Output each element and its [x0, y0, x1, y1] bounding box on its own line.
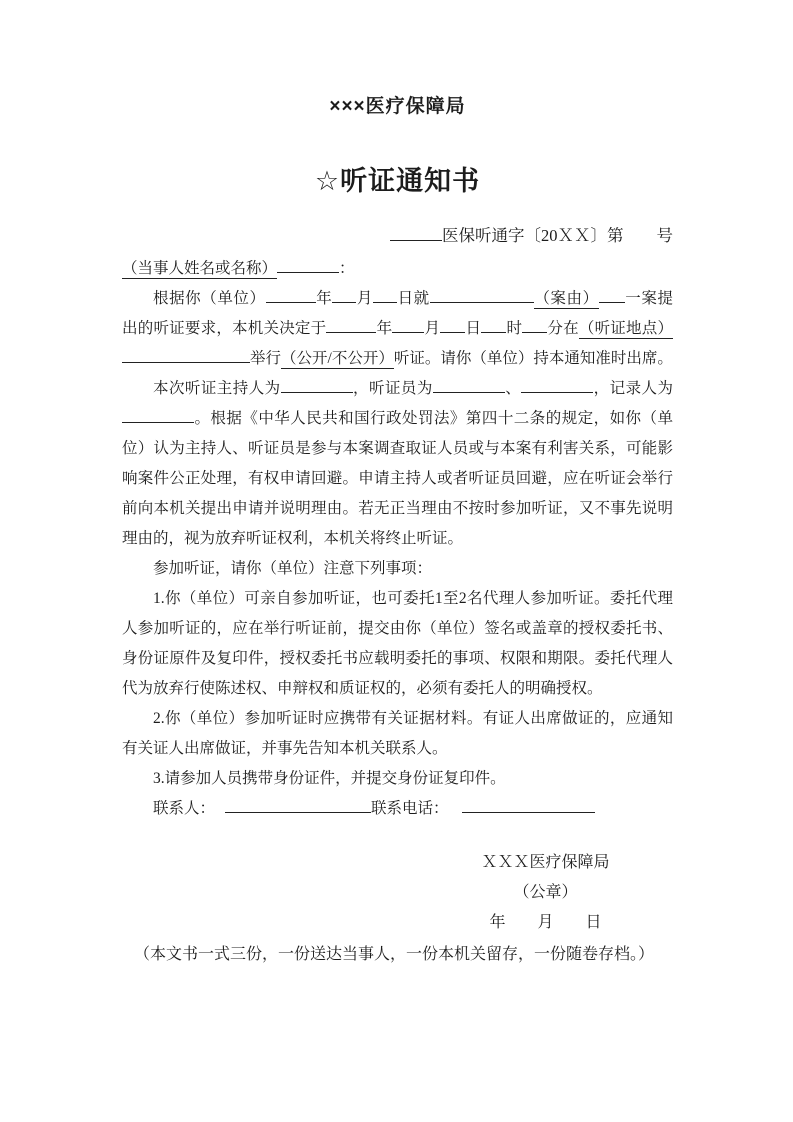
blank-field: [481, 319, 506, 333]
text-run: ，听证员为: [352, 380, 433, 397]
notice-item-3: [122, 764, 673, 794]
blank-field: [522, 319, 547, 333]
text-run: 联系电话：: [371, 800, 449, 817]
blank-field: [430, 289, 534, 303]
blank-field: [277, 259, 339, 273]
salutation-line: [122, 254, 673, 284]
blank-field: [373, 289, 397, 303]
document-body: [122, 254, 673, 824]
text-run: 年: [376, 320, 393, 337]
paragraph-panel-and-recusal: [122, 374, 673, 554]
text-run: 参加听证，请你（单位）注意下列事项：: [153, 560, 433, 577]
document-title: [122, 164, 673, 198]
spacer: [215, 812, 225, 813]
contact-line: [122, 794, 673, 824]
signature-line-1: ＸＸＸ医疗保障局: [481, 854, 610, 871]
text-run: 3.请参加人员携带身份证件，并提交身份证复印件。: [153, 770, 506, 787]
paragraph-notice-items-lead: [122, 554, 673, 584]
underlined-hint: （公开/不公开）: [281, 350, 394, 367]
blank-field: [433, 379, 505, 393]
blank-field: [462, 799, 595, 813]
blank-field: [225, 799, 371, 813]
document-title-text: 听证通知书: [340, 166, 481, 196]
text-run: 听证。请你（单位）持本通知准时出席。: [393, 350, 673, 367]
text-run: ：: [339, 260, 355, 277]
blank-field: [599, 289, 625, 303]
blank-field: [390, 227, 442, 241]
blank-field: [332, 289, 356, 303]
text-run: 月: [356, 290, 373, 307]
text-run: ，记录人为: [593, 380, 673, 397]
star-icon: ☆: [314, 166, 341, 196]
text-run: 。根据《中华人民共和国行政处罚法》第四十二条的规定，如你（单位）认为主持人、听证员是参与本案调查取证人员或与本案有利害关系，可能影响案件公正处理，有权申请回避。申请主持人或者听证员回避，应在听证会举行前向本机关提出申请并说明理由。若无正当理由不按时参加听证，又不事先说明理由的，视为放弃听证权利，本机关将终止听证。: [122, 410, 673, 547]
text-run: 根据你（单位）: [153, 290, 266, 307]
notice-item-1: [122, 584, 673, 704]
underlined-hint: （听证地点）: [578, 320, 673, 337]
document-number-line: [122, 224, 673, 248]
blank-field: [326, 319, 376, 333]
blank-field: [440, 319, 465, 333]
text-run: 举行: [250, 350, 282, 367]
paragraph-hearing-decision: [122, 284, 673, 374]
spacer: [449, 812, 462, 813]
signature-line-3: 年 月 日: [489, 914, 602, 931]
text-run: 年: [315, 290, 333, 307]
text-run: 一案提出的听证要求，本机关决定于: [122, 290, 673, 337]
underlined-hint: （当事人姓名或名称）: [122, 260, 278, 277]
underlined-hint: （案由）: [533, 290, 599, 307]
notice-item-2: [122, 704, 673, 764]
blank-field: [122, 349, 250, 363]
text-run: 联系人：: [153, 800, 216, 817]
text-run: 2.你（单位）参加听证时应携带有关证据材料。有证人出席做证的，应通知有关证人出席做证，并事先告知本机关联系人。: [122, 710, 673, 757]
text-run: 日就: [396, 290, 430, 307]
signature-block: [428, 848, 663, 938]
text-run: 日: [465, 320, 482, 337]
signature-line-2: （公章）: [513, 884, 578, 901]
text-run: 本次听证主持人为: [153, 380, 281, 397]
text-run: 分在: [547, 320, 579, 337]
text-run: 医保听通字〔20ＸＸ〕第 号: [442, 226, 673, 245]
issuing-org-header: ×××医疗保障局: [329, 96, 466, 117]
text-run: 月: [424, 320, 441, 337]
blank-field: [392, 319, 424, 333]
text-run: 1.你（单位）可亲自参加听证，也可委托1至2名代理人参加听证。委托代理人参加听证的，应在举行听证前，提交由你（单位）签名或盖章的授权委托书、身份证原件及复印件，授权委托书应载明委托的事项、权限和期限。委托代理人代为放弃行使陈述权、申辩权和质证权的，必须有委托人的明确授权。: [122, 590, 673, 697]
blank-field: [122, 409, 194, 423]
copies-note: （本文书一式三份，一份送达当事人，一份本机关留存，一份随卷存档。）: [134, 946, 655, 963]
text-run: 时: [506, 320, 523, 337]
blank-field: [521, 379, 593, 393]
text-run: 、: [504, 380, 522, 397]
blank-field: [281, 379, 353, 393]
blank-field: [266, 289, 316, 303]
